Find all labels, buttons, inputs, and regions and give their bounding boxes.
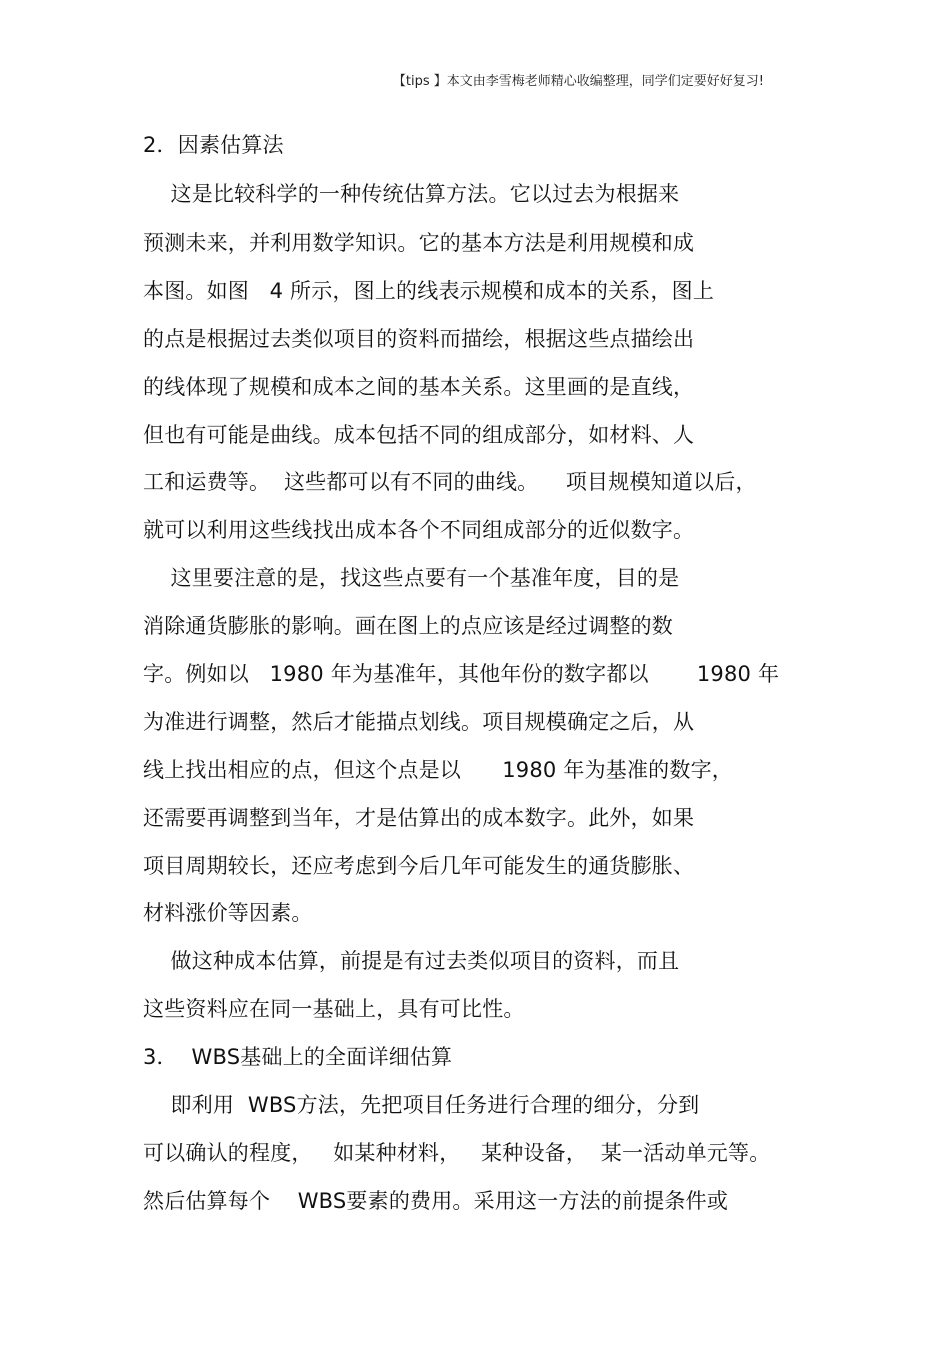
section-heading: 2．因素估算法	[143, 133, 284, 157]
paragraph-line: 这是比较科学的一种传统估算方法。它以过去为根据来	[143, 182, 680, 206]
paragraph-line: 字。例如以 1980 年为基准年，其他年份的数字都以 1980 年	[143, 662, 780, 686]
section-heading: 3． WBS基础上的全面详细估算	[143, 1045, 453, 1069]
paragraph-line: 可以确认的程度， 如某种材料， 某种设备， 某一活动单元等。	[143, 1141, 771, 1165]
paragraph-line: 工和运费等。 这些都可以有不同的曲线。 项目规模知道以后，	[143, 470, 757, 494]
header-note: 【tips 】本文由李雪梅老师精心收编整理，同学们定要好好复习!	[392, 74, 764, 89]
paragraph-line: 材料涨价等因素。	[143, 901, 313, 925]
paragraph-line: 的点是根据过去类似项目的资料而描绘，根据这些点描绘出	[143, 327, 695, 351]
paragraph-line: 这里要注意的是，找这些点要有一个基准年度，目的是	[143, 566, 680, 590]
paragraph-line: 项目周期较长，还应考虑到今后几年可能发生的通货膨胀、	[143, 854, 695, 878]
paragraph-line: 就可以利用这些线找出成本各个不同组成部分的近似数字。	[143, 518, 695, 542]
paragraph-line: 还需要再调整到当年，才是估算出的成本数字。此外，如果	[143, 806, 695, 830]
paragraph-line: 这些资料应在同一基础上，具有可比性。	[143, 997, 525, 1021]
paragraph-line: 为准进行调整，然后才能描点划线。项目规模确定之后，从	[143, 710, 695, 734]
paragraph-line: 预测未来，并利用数学知识。它的基本方法是利用规模和成	[143, 231, 695, 255]
paragraph-line: 消除通货膨胀的影响。画在图上的点应该是经过调整的数	[143, 614, 673, 638]
paragraph-line: 线上找出相应的点，但这个点是以 1980 年为基准的数字，	[143, 758, 733, 782]
paragraph-line: 做这种成本估算，前提是有过去类似项目的资料，而且	[143, 949, 680, 973]
paragraph-line: 的线体现了规模和成本之间的基本关系。这里画的是直线，	[143, 375, 695, 399]
paragraph-line: 然后估算每个 WBS要素的费用。采用这一方法的前提条件或	[143, 1189, 729, 1213]
paragraph-line: 即利用 WBS方法，先把项目任务进行合理的细分，分到	[143, 1093, 700, 1117]
paragraph-line: 本图。如图 4 所示，图上的线表示规模和成本的关系，图上	[143, 279, 715, 303]
paragraph-line: 但也有可能是曲线。成本包括不同的组成部分，如材料、人	[143, 423, 695, 447]
